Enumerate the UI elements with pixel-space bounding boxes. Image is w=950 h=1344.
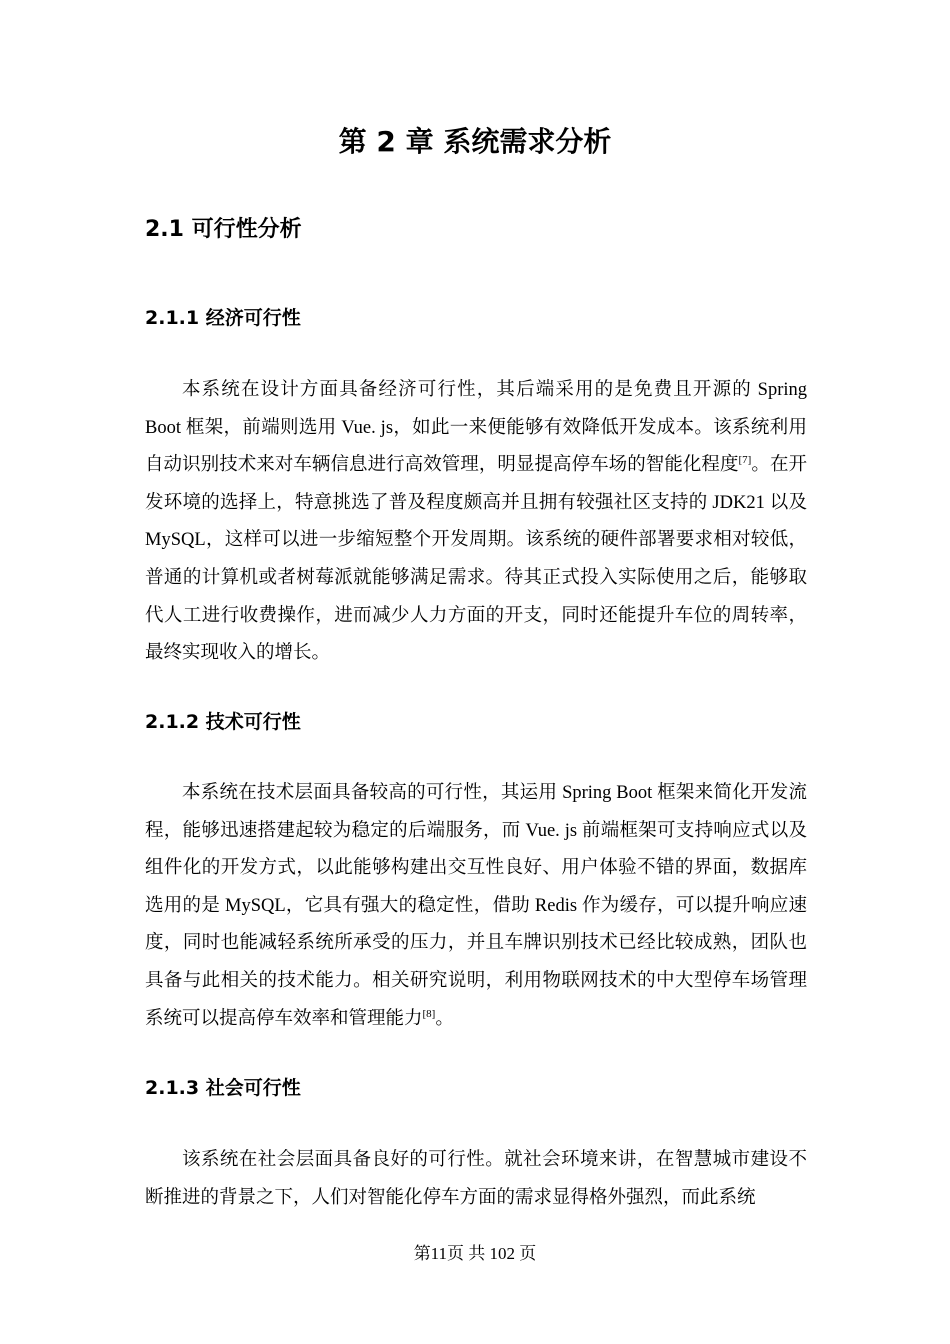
paragraph-text: 该系统在社会层面具备良好的可行性。就社会环境来讲，在智慧城市建设不断推进的背景之下，人们对智能化停车方面的需求显得格外强烈，而此系统 — [145, 1150, 807, 1208]
chapter-title: 第 2 章 系统需求分析 — [338, 125, 612, 158]
paragraph-text: 本系统在设计方面具备经济可行性，其后端采用的是免费且开源的 Spring Boot 框架，前端则选用 Vue. js，如此一来便能够有效降低开发成本。该系统利用自动识别技术来对车辆信息进行高效管理，明显提高停车场的智能化程度 — [145, 380, 807, 476]
paragraph-text: 本系统在技术层面具备较高的可行性，其运用 Spring Boot 框架来简化开发流程，能够迅速搭建起较为稳定的后端服务，而 Vue. js 前端框架可支持响应式以及组件化的开发方式，以此能够构建出交互性良好、用户体验不错的界面，数据库选用的是 MySQL，它具有强大的稳定性，借助 Redis 作为缓存，可以提升响应速度，同时也能减轻系统所承受的压力，并且车牌识别技术已经比较成熟，团队也具备与此相关的技术能力。相关研究说明，利用物联网技术的中大型停车场管理系统可以提高停车效率和管理能力 — [145, 783, 807, 1029]
subsection-title-social: 2.1.3 社会可行性 — [145, 1077, 301, 1099]
citation-ref: [8] — [422, 1007, 436, 1020]
subsection-title-technical: 2.1.2 技术可行性 — [145, 711, 301, 733]
paragraph-text: 。在开发环境的选择上，特意挑选了普及程度颇高并且拥有较强社区支持的 JDK21 以及 MySQL，这样可以进一步缩短整个开发周期。该系统的硬件部署要求相对较低，普通的计算机或者树莓派就能够满足需求。待其正式投入实际使用之后，能够取代人工进行收费操作，进而减少人力方面的开支，同时还能提升车位的周转率，最终实现收入的增长。 — [145, 455, 807, 664]
paragraph-technical — [145, 775, 807, 1038]
page-footer: 第11页 共 102 页 — [413, 1244, 537, 1263]
paragraph-economic — [145, 372, 807, 673]
subsection-title-economic: 2.1.1 经济可行性 — [145, 307, 301, 329]
paragraph-social — [145, 1142, 807, 1217]
citation-ref: [7] — [738, 454, 752, 467]
section-title: 2.1 可行性分析 — [145, 217, 302, 242]
paragraph-text: 。 — [435, 1008, 454, 1029]
